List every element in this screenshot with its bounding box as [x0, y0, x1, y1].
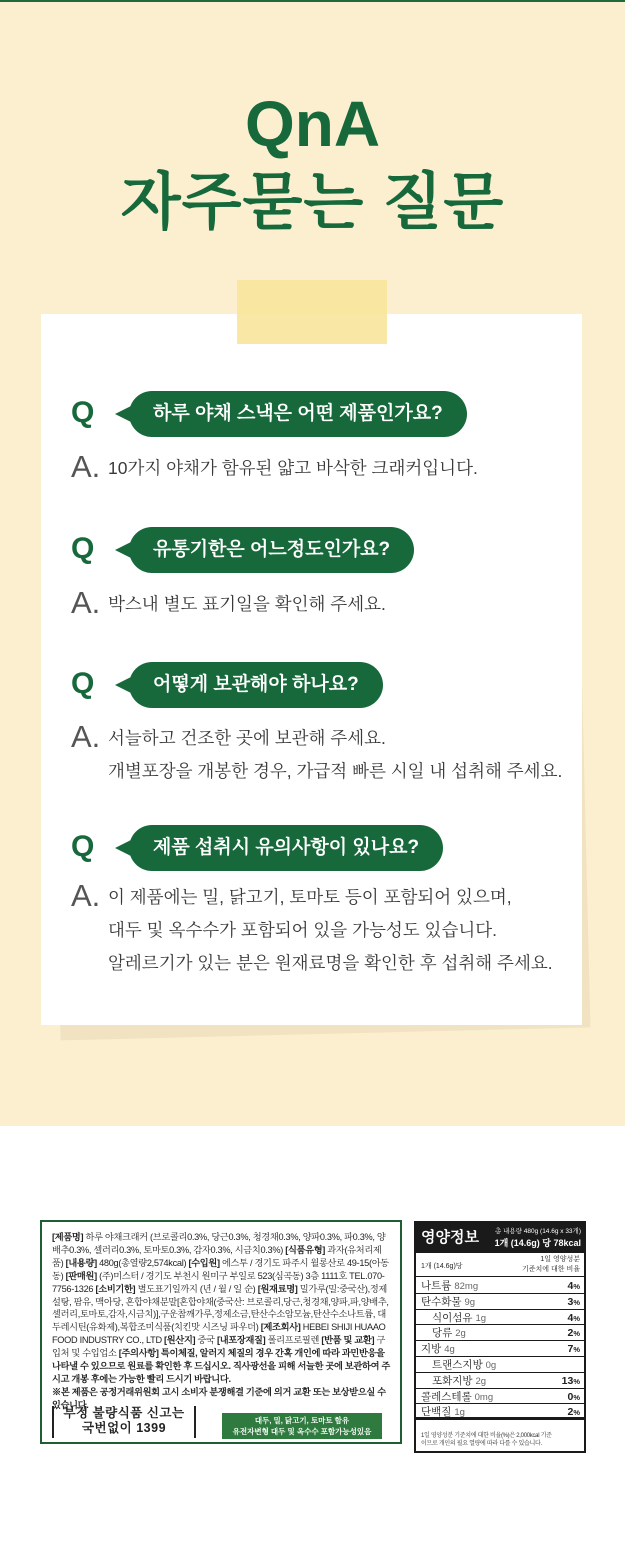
answer-line: 10가지 야채가 함유된 얇고 바삭한 크래커입니다. — [108, 458, 478, 478]
nutrient-name: 식이섬유 1g — [432, 1311, 487, 1324]
nutrient-percent: 0% — [567, 1390, 580, 1403]
nutrient-name: 당류 2g — [432, 1327, 466, 1340]
nutrition-total: 총 내용량 480g (14.6g x 33개) — [495, 1228, 581, 1235]
nutrient-percent: 7% — [567, 1343, 580, 1356]
allergy-badge: 대두, 밀, 닭고기, 토마토 함유 유전자변형 대두 및 옥수수 포함가능성있음 — [222, 1413, 382, 1439]
nutrient-name: 트랜스지방 0g — [432, 1358, 497, 1371]
report-hotline: 부정 불량식품 신고는 국번없이 1399 — [52, 1406, 196, 1438]
a-mark: A. — [71, 585, 101, 620]
nutrient-name: 탄수화물 9g — [421, 1295, 476, 1308]
nutrient-name: 단백질 1g — [421, 1406, 465, 1419]
nutrition-rows — [416, 1278, 584, 1420]
nutrition-row — [416, 1357, 584, 1373]
faq-section — [0, 2, 625, 1126]
nutrient-percent: 4% — [567, 1311, 580, 1324]
nutrient-name: 포화지방 2g — [432, 1374, 487, 1387]
q-mark: Q — [71, 396, 95, 429]
nutrient-percent: 13% — [561, 1374, 580, 1387]
a-mark: A. — [71, 719, 101, 754]
question-text: 하루 야채 스낵은 어떤 제품인가요? — [129, 391, 467, 437]
page-title-en: QnA — [244, 88, 381, 160]
q-mark: Q — [71, 667, 95, 700]
nutrition-row — [416, 1389, 584, 1405]
answer-line: 대두 및 옥수수가 포함되어 있을 가능성도 있습니다. — [108, 920, 498, 940]
answer-line: 이 제품에는 밀, 닭고기, 토마토 등이 포함되어 있으며, — [108, 887, 512, 907]
question-text: 제품 섭취시 유의사항이 있나요? — [129, 825, 443, 871]
nutrition-facts — [414, 1221, 586, 1453]
nutrition-row — [416, 1278, 584, 1294]
nutrition-footnote: 1일 영양성분 기준치에 대한 비율(%)은 2,000kcal 기준 이므로 개인의 필요 열량에 따라 다를 수 있습니다. — [421, 1433, 552, 1447]
nutrition-row — [416, 1373, 584, 1389]
nutrient-percent: 2% — [567, 1327, 580, 1340]
question-text: 어떻게 보관해야 하나요? — [129, 662, 383, 708]
nutrition-row — [416, 1341, 584, 1357]
answer-line: 서늘하고 건조한 곳에 보관해 주세요. — [108, 728, 386, 748]
nutrition-row — [416, 1325, 584, 1341]
nutrition-title: 영양정보 — [421, 1229, 479, 1246]
answer-line: 개별포장을 개봉한 경우, 가급적 빠른 시일 내 섭취해 주세요. — [108, 761, 563, 781]
nutrient-percent: 2% — [567, 1406, 580, 1419]
page-title-ko: 자주묻는 질문 — [120, 168, 505, 237]
tape-decoration — [237, 280, 387, 344]
a-mark: A. — [71, 449, 101, 484]
q-mark: Q — [71, 532, 95, 565]
nutrient-percent: 4% — [567, 1280, 580, 1292]
nutrition-row — [416, 1310, 584, 1326]
nutrition-subheader: 1개 (14.6g)당 1일 영양성분 기준치에 대한 비율 — [416, 1253, 584, 1277]
nutrition-row — [416, 1404, 584, 1420]
nutrient-name: 지방 4g — [421, 1343, 455, 1356]
answer-line: 알레르기가 있는 분은 원재료명을 확인한 후 섭취해 주세요. — [108, 953, 553, 973]
nutrient-percent: 3% — [567, 1295, 580, 1308]
q-mark: Q — [71, 830, 95, 863]
nutrition-row — [416, 1294, 584, 1310]
nutrient-name: 나트륨 82mg — [421, 1280, 479, 1292]
nutrition-per-serving: 1개 (14.6g) 당 78kcal — [494, 1238, 581, 1248]
label-notice: ※본 제품은 공정거래위원회 고시 소비자 분쟁해결 기준에 의거 교환 또는 보상받으실 수 있습니다. — [52, 1386, 386, 1410]
a-mark: A. — [71, 878, 101, 913]
question-text: 유통기한은 어느정도인가요? — [129, 527, 414, 573]
label-text: [제품명] 하루 야채크래커 (브로콜리0.3%, 당근0.3%, 청경채0.3%, 양파0.3%, 파0.3%, 양배추0.3%, 셀러리0.3%, 토마토0.3%, 감자0.3%, 시금치0.3%) [식품유형] 과자(유처리제품) [내용량] 480g(총열량2,574kcal) [수입원] 에스투 / 경기도 파주시 월롱산로 49-15(아동동) [판매원] (주)미스터 / 경기도 부천시 원미구 부일로 523(심곡동) 3층 1111호 TEL.070-7756-1326 [소비기한] 별도표기일까지 (년 / 월 / 일 순) [원재료명] 밀가루(밀:중국산),정제설탕, 팜유, 맥아당, 혼합야채분말[혼합야채(중국산: 브로콜리,당근,청경채,양파,파,양배추,셀러리,토마토,감자,시금치)],구운참깨가루,정제소금,탄산수소암모늄,탄산수소나트륨, 대두레시틴(유화제),복합조미식품(치킨맛 시즈닝 파우더) [제조회사] HEBEI SHIJI HUAAO FOOD INDUSTRY CO., LTD [원산지] 중국 [내포장재질] 폴리프로필렌 [반품 및 교환] 구입처 및 수입업소 [주의사항] 특이체질, 알러지 체질의 경우 간혹 개인에 따라 과민반응을 나타낼 수 있으므로 원료를 확인한 후 드십시오. 직사광선을 피해 서늘한 곳에 보관하여 주시고 개봉 후에는 가능한 빨리 드시기 바랍니다. ※본 제품은 공정거래위원회 고시 소비자 분쟁해결 기준에 의거 교환 또는 보상받으실 수 있습니다. — [52, 1232, 390, 1410]
nutrient-name: 콜레스테롤 0mg — [421, 1390, 494, 1403]
nutrition-header — [416, 1223, 584, 1253]
answer-line: 박스내 별도 표기일을 확인해 주세요. — [108, 594, 386, 614]
